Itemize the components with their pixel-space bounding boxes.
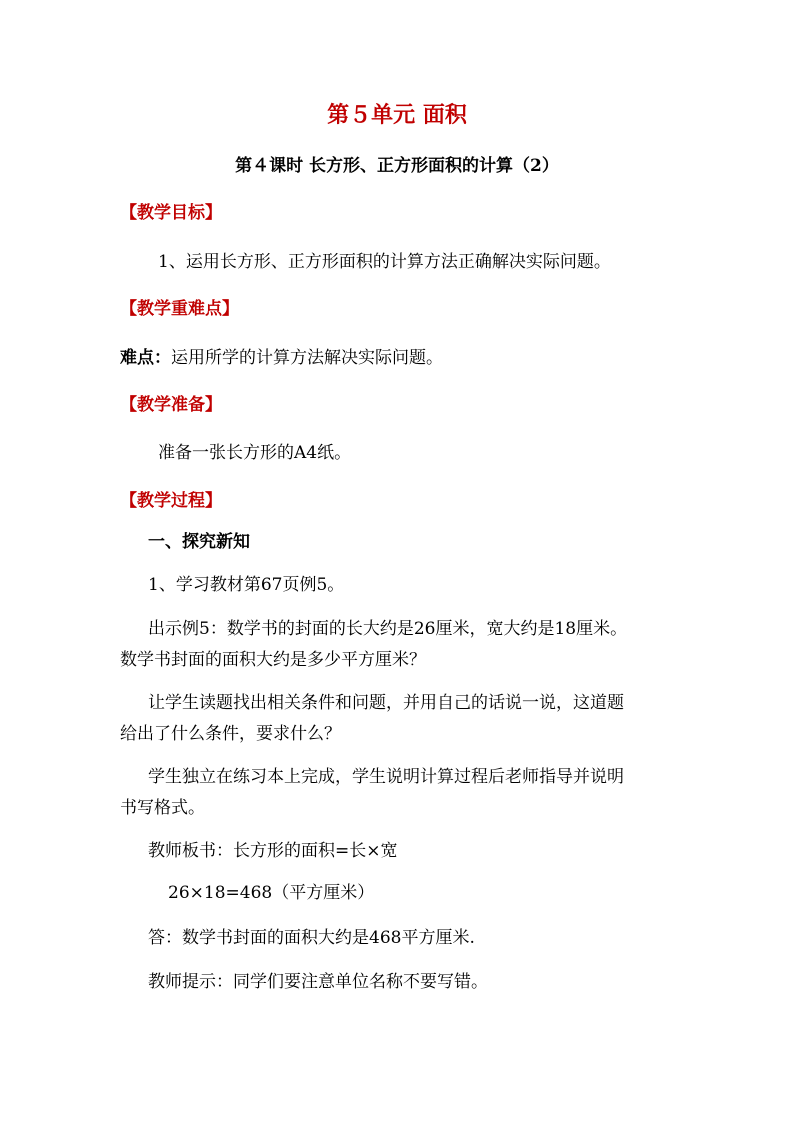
preparation-text: 准备一张长方形的A4纸。 xyxy=(158,443,352,463)
process-line: 答：数学书封面的面积大约是468平方厘米. xyxy=(148,928,475,948)
document-title: 第５单元 面积 xyxy=(327,102,467,128)
process-line: 让学生读题找出相关条件和问题，并用自己的话说一说，这道题 xyxy=(148,693,624,713)
process-line: 教师提示：同学们要注意单位名称不要写错。 xyxy=(148,972,488,992)
objective-item: 1、运用长方形、正方形面积的计算方法正确解决实际问题。 xyxy=(158,252,611,272)
process-line: 教师板书：长方形的面积=长×宽 xyxy=(148,841,398,861)
difficulty-text: 运用所学的计算方法解决实际问题。 xyxy=(171,348,443,368)
process-line: 数学书封面的面积大约是多少平方厘米？ xyxy=(120,650,426,670)
process-line: 书写格式。 xyxy=(120,798,205,818)
process-line: 1、学习教材第67页例5。 xyxy=(148,575,345,595)
process-heading: 【教学过程】 xyxy=(120,491,222,511)
difficulty-label: 难点： xyxy=(120,348,171,368)
process-line: 给出了什么条件，要求什么？ xyxy=(120,724,341,744)
process-line: 出示例5：数学书的封面的长大约是26厘米，宽大约是18厘米。 xyxy=(148,619,628,639)
difficulty-line xyxy=(120,346,443,370)
objectives-heading: 【教学目标】 xyxy=(120,203,222,223)
process-line: 26×18=468（平方厘米） xyxy=(168,883,375,903)
key-points-heading: 【教学重难点】 xyxy=(120,299,239,319)
process-subheading: 一、探究新知 xyxy=(148,532,250,552)
process-line: 学生独立在练习本上完成，学生说明计算过程后老师指导并说明 xyxy=(148,767,624,787)
lesson-subtitle: 第４课时 长方形、正方形面积的计算（2） xyxy=(235,156,559,176)
preparation-heading: 【教学准备】 xyxy=(120,395,222,415)
